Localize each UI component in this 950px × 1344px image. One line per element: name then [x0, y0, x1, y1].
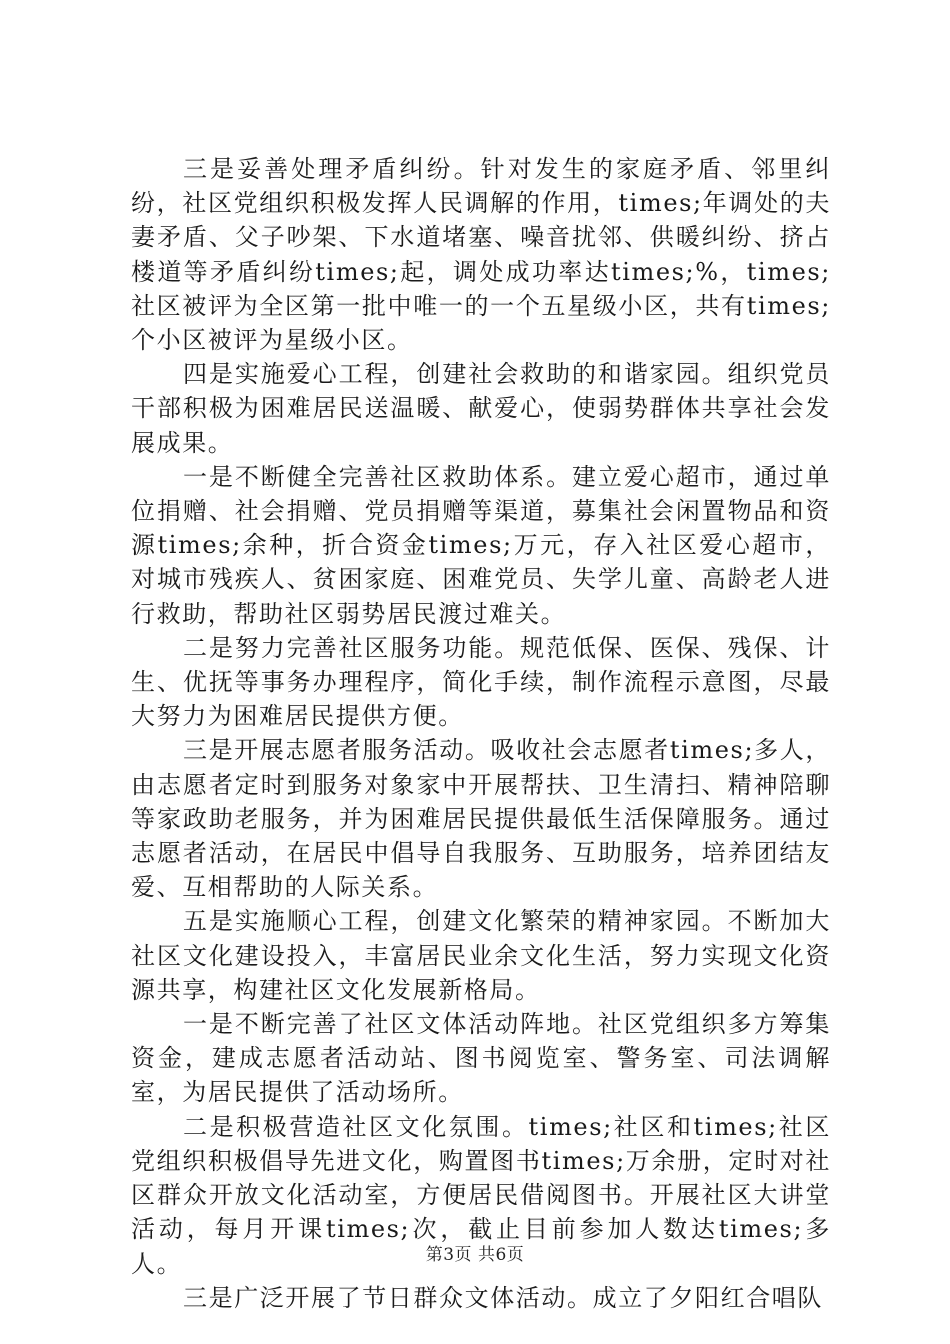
- page-number-footer: 第3页 共6页: [425, 1245, 525, 1265]
- paragraph-harmony-project: 五是实施顺心工程，创建文化繁荣的精神家园。不断加大社区文化建设投入，丰富居民业余文化生活，努力实现文化资源共享，构建社区文化发展新格局。: [131, 907, 831, 1004]
- paragraph-cultural-atmosphere: 二是积极营造社区文化氛围。times;社区和times;社区党组织积极倡导先进文化，购置图书times;万余册，定时对社区群众开放文化活动室，方便居民借阅图书。开展社区大讲堂活动，每月开课times;次，截止目前参加人数达times;多人。: [131, 1112, 831, 1278]
- paragraph-resolve-disputes: 三是妥善处理矛盾纠纷。针对发生的家庭矛盾、邻里纠纷，社区党组织积极发挥人民调解的作用，times;年调处的夫妻矛盾、父子吵架、下水道堵塞、噪音扰邻、供暖纠纷、挤占楼道等矛盾纠纷times;起，调处成功率达times;%，times;社区被评为全区第一批中唯一的一个五星级小区，共有times;个小区被评为星级小区。: [131, 155, 831, 355]
- paragraph-relief-system: 一是不断健全完善社区救助体系。建立爱心超市，通过单位捐赠、社会捐赠、党员捐赠等渠道，募集社会闲置物品和资源times;余种，折合资金times;万元，存入社区爱心超市，对城市残疾人、贫困家庭、困难党员、失学儿童、高龄老人进行救助，帮助社区弱势居民渡过难关。: [131, 462, 831, 628]
- paragraph-volunteer-service: 三是开展志愿者服务活动。吸收社会志愿者times;多人，由志愿者定时到服务对象家中开展帮扶、卫生清扫、精神陪聊等家政助老服务，并为困难居民提供最低生活保障服务。通过志愿者活动，在居民中倡导自我服务、互助服务，培养团结友爱、互相帮助的人际关系。: [131, 736, 831, 902]
- paragraph-festival-activities: 三是广泛开展了节日群众文体活动。成立了夕阳红合唱队: [183, 1283, 823, 1312]
- paragraph-service-function: 二是努力完善社区服务功能。规范低保、医保、残保、计生、优抚等事务办理程序，简化手续，制作流程示意图，尽最大努力为困难居民提供方便。: [131, 633, 831, 731]
- paragraph-love-project: 四是实施爱心工程，创建社会救助的和谐家园。组织党员干部积极为困难居民送温暖、献爱心，使弱势群体共享社会发展成果。: [131, 360, 831, 457]
- document-body: [131, 152, 831, 1315]
- paragraph-activity-venues: 一是不断完善了社区文体活动阵地。社区党组织多方筹集资金，建成志愿者活动站、图书阅览室、警务室、司法调解室，为居民提供了活动场所。: [131, 1010, 831, 1107]
